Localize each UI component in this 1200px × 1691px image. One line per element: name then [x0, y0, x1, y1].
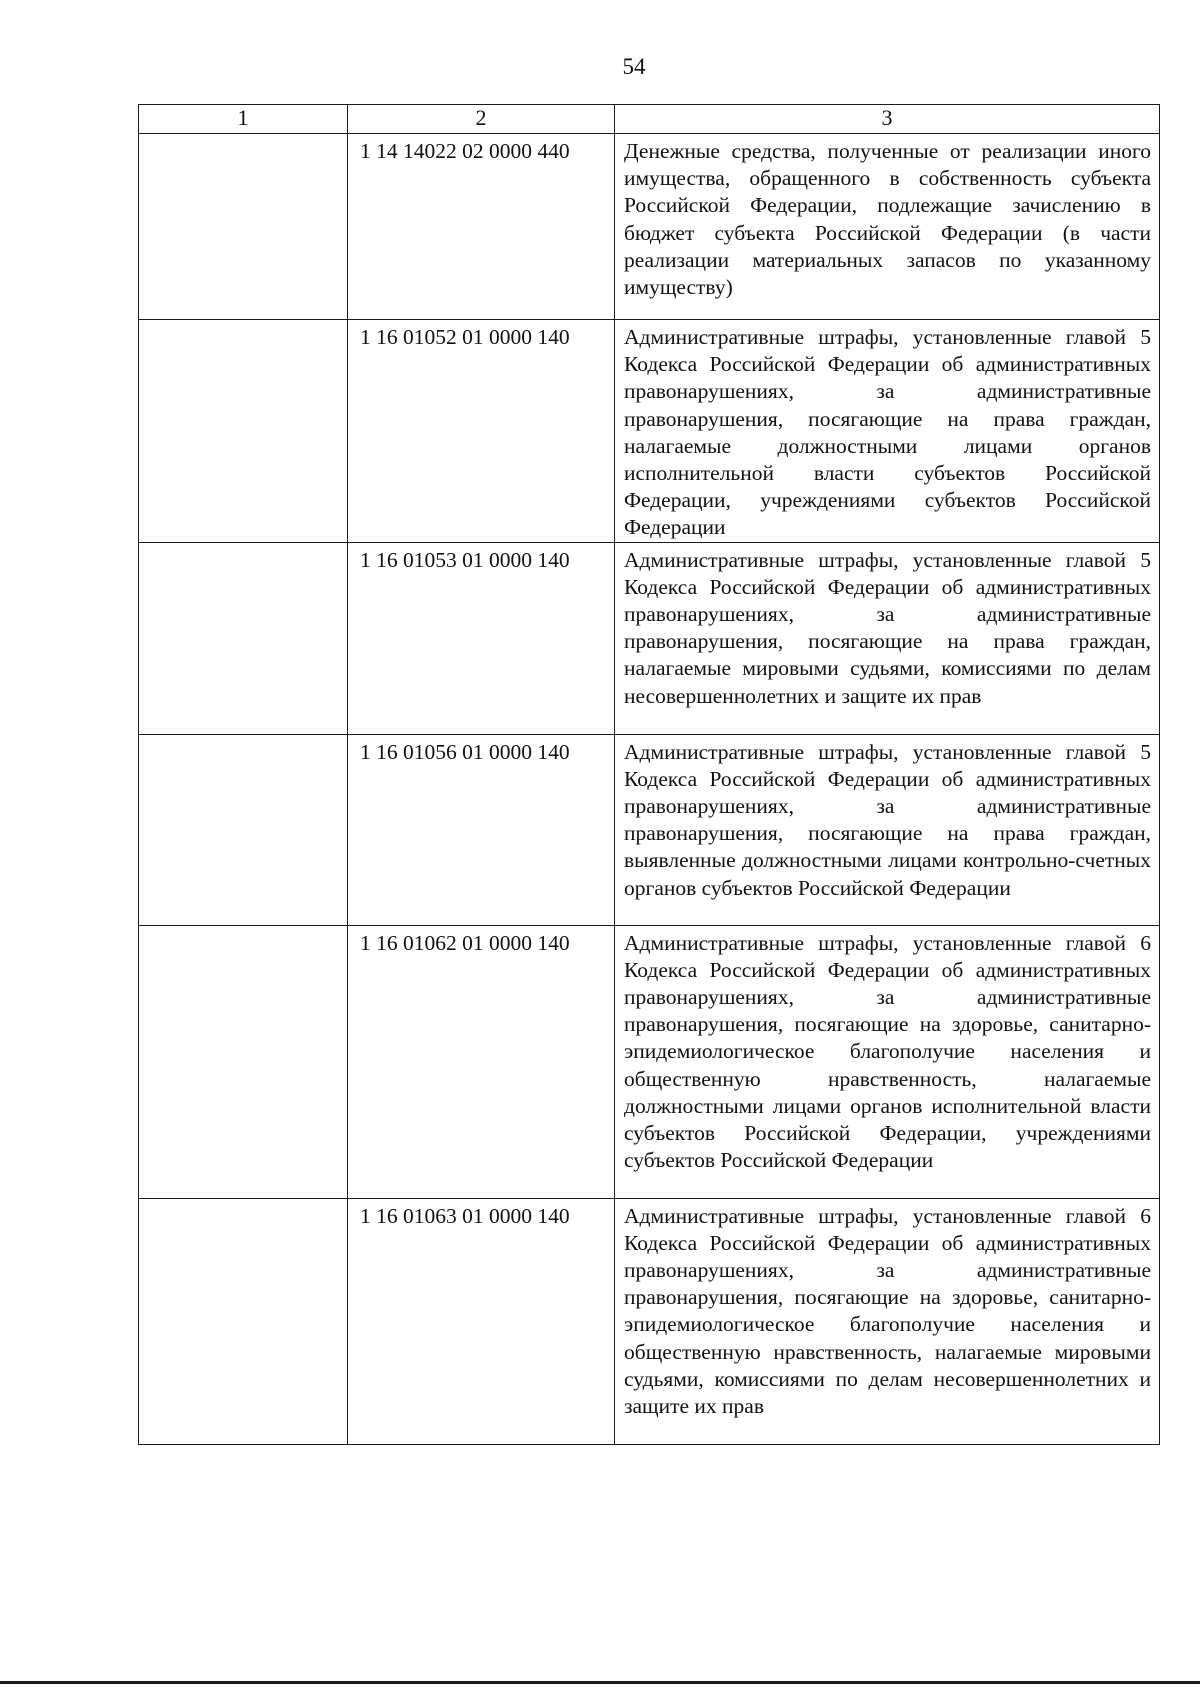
admin-code-cell	[139, 542, 348, 734]
admin-code-cell	[139, 134, 348, 320]
page-number: 54	[622, 54, 646, 79]
admin-code-cell	[139, 320, 348, 543]
classification-code-cell: 1 16 01056 01 0000 140	[348, 734, 615, 925]
column-header-3: 3	[615, 105, 1160, 134]
column-header-2: 2	[348, 105, 615, 134]
table-row	[139, 320, 1160, 543]
description-cell: Административные штрафы, установленные главой 5 Кодекса Российской Федерации об административных правонарушениях, за административные правонарушения, посягающие на права граждан, налагаемые должностными лицами органов исполнительной власти субъектов Российской Федерации, учреждениями субъектов Российской Федерации	[615, 320, 1160, 543]
description-cell: Административные штрафы, установленные главой 6 Кодекса Российской Федерации об административных правонарушениях, за административные правонарушения, посягающие на здоровье, санитарно-эпидемиологическое благополучие населения и общественную нравственность, налагаемые мировыми судьями, комиссиями по делам несовершеннолетних и защите их прав	[615, 1198, 1160, 1444]
table-row	[139, 134, 1160, 320]
description-cell: Административные штрафы, установленные главой 5 Кодекса Российской Федерации об административных правонарушениях, за административные правонарушения, посягающие на права граждан, выявленные должностными лицами контрольно-счетных органов субъектов Российской Федерации	[615, 734, 1160, 925]
classification-code-cell: 1 16 01052 01 0000 140	[348, 320, 615, 543]
admin-code-cell	[139, 1198, 348, 1444]
table-row	[139, 542, 1160, 734]
admin-code-cell	[139, 925, 348, 1198]
classification-code-cell: 1 16 01063 01 0000 140	[348, 1198, 615, 1444]
description-cell: Административные штрафы, установленные главой 5 Кодекса Российской Федерации об административных правонарушениях, за административные правонарушения, посягающие на права граждан, налагаемые мировыми судьями, комиссиями по делам несовершеннолетних и защите их прав	[615, 542, 1160, 734]
description-cell: Денежные средства, полученные от реализации иного имущества, обращенного в собственность субъекта Российской Федерации, подлежащие зачислению в бюджет субъекта Российской Федерации (в части реализации материальных запасов по указанному имуществу)	[615, 134, 1160, 320]
classification-code-cell: 1 16 01062 01 0000 140	[348, 925, 615, 1198]
table-row	[139, 734, 1160, 925]
admin-code-cell	[139, 734, 348, 925]
revenue-codes-table	[138, 104, 1160, 1445]
table-row	[139, 1198, 1160, 1444]
column-header-1: 1	[139, 105, 348, 134]
classification-code-cell: 1 14 14022 02 0000 440	[348, 134, 615, 320]
classification-code-cell: 1 16 01053 01 0000 140	[348, 542, 615, 734]
table-header-row	[139, 105, 1160, 134]
table-row	[139, 925, 1160, 1198]
footer-rule	[0, 1681, 1200, 1684]
description-cell: Административные штрафы, установленные главой 6 Кодекса Российской Федерации об административных правонарушениях, за административные правонарушения, посягающие на здоровье, санитарно-эпидемиологическое благополучие населения и общественную нравственность, налагаемые должностными лицами органов исполнительной власти субъектов Российской Федерации, учреждениями субъектов Российской Федерации	[615, 925, 1160, 1198]
